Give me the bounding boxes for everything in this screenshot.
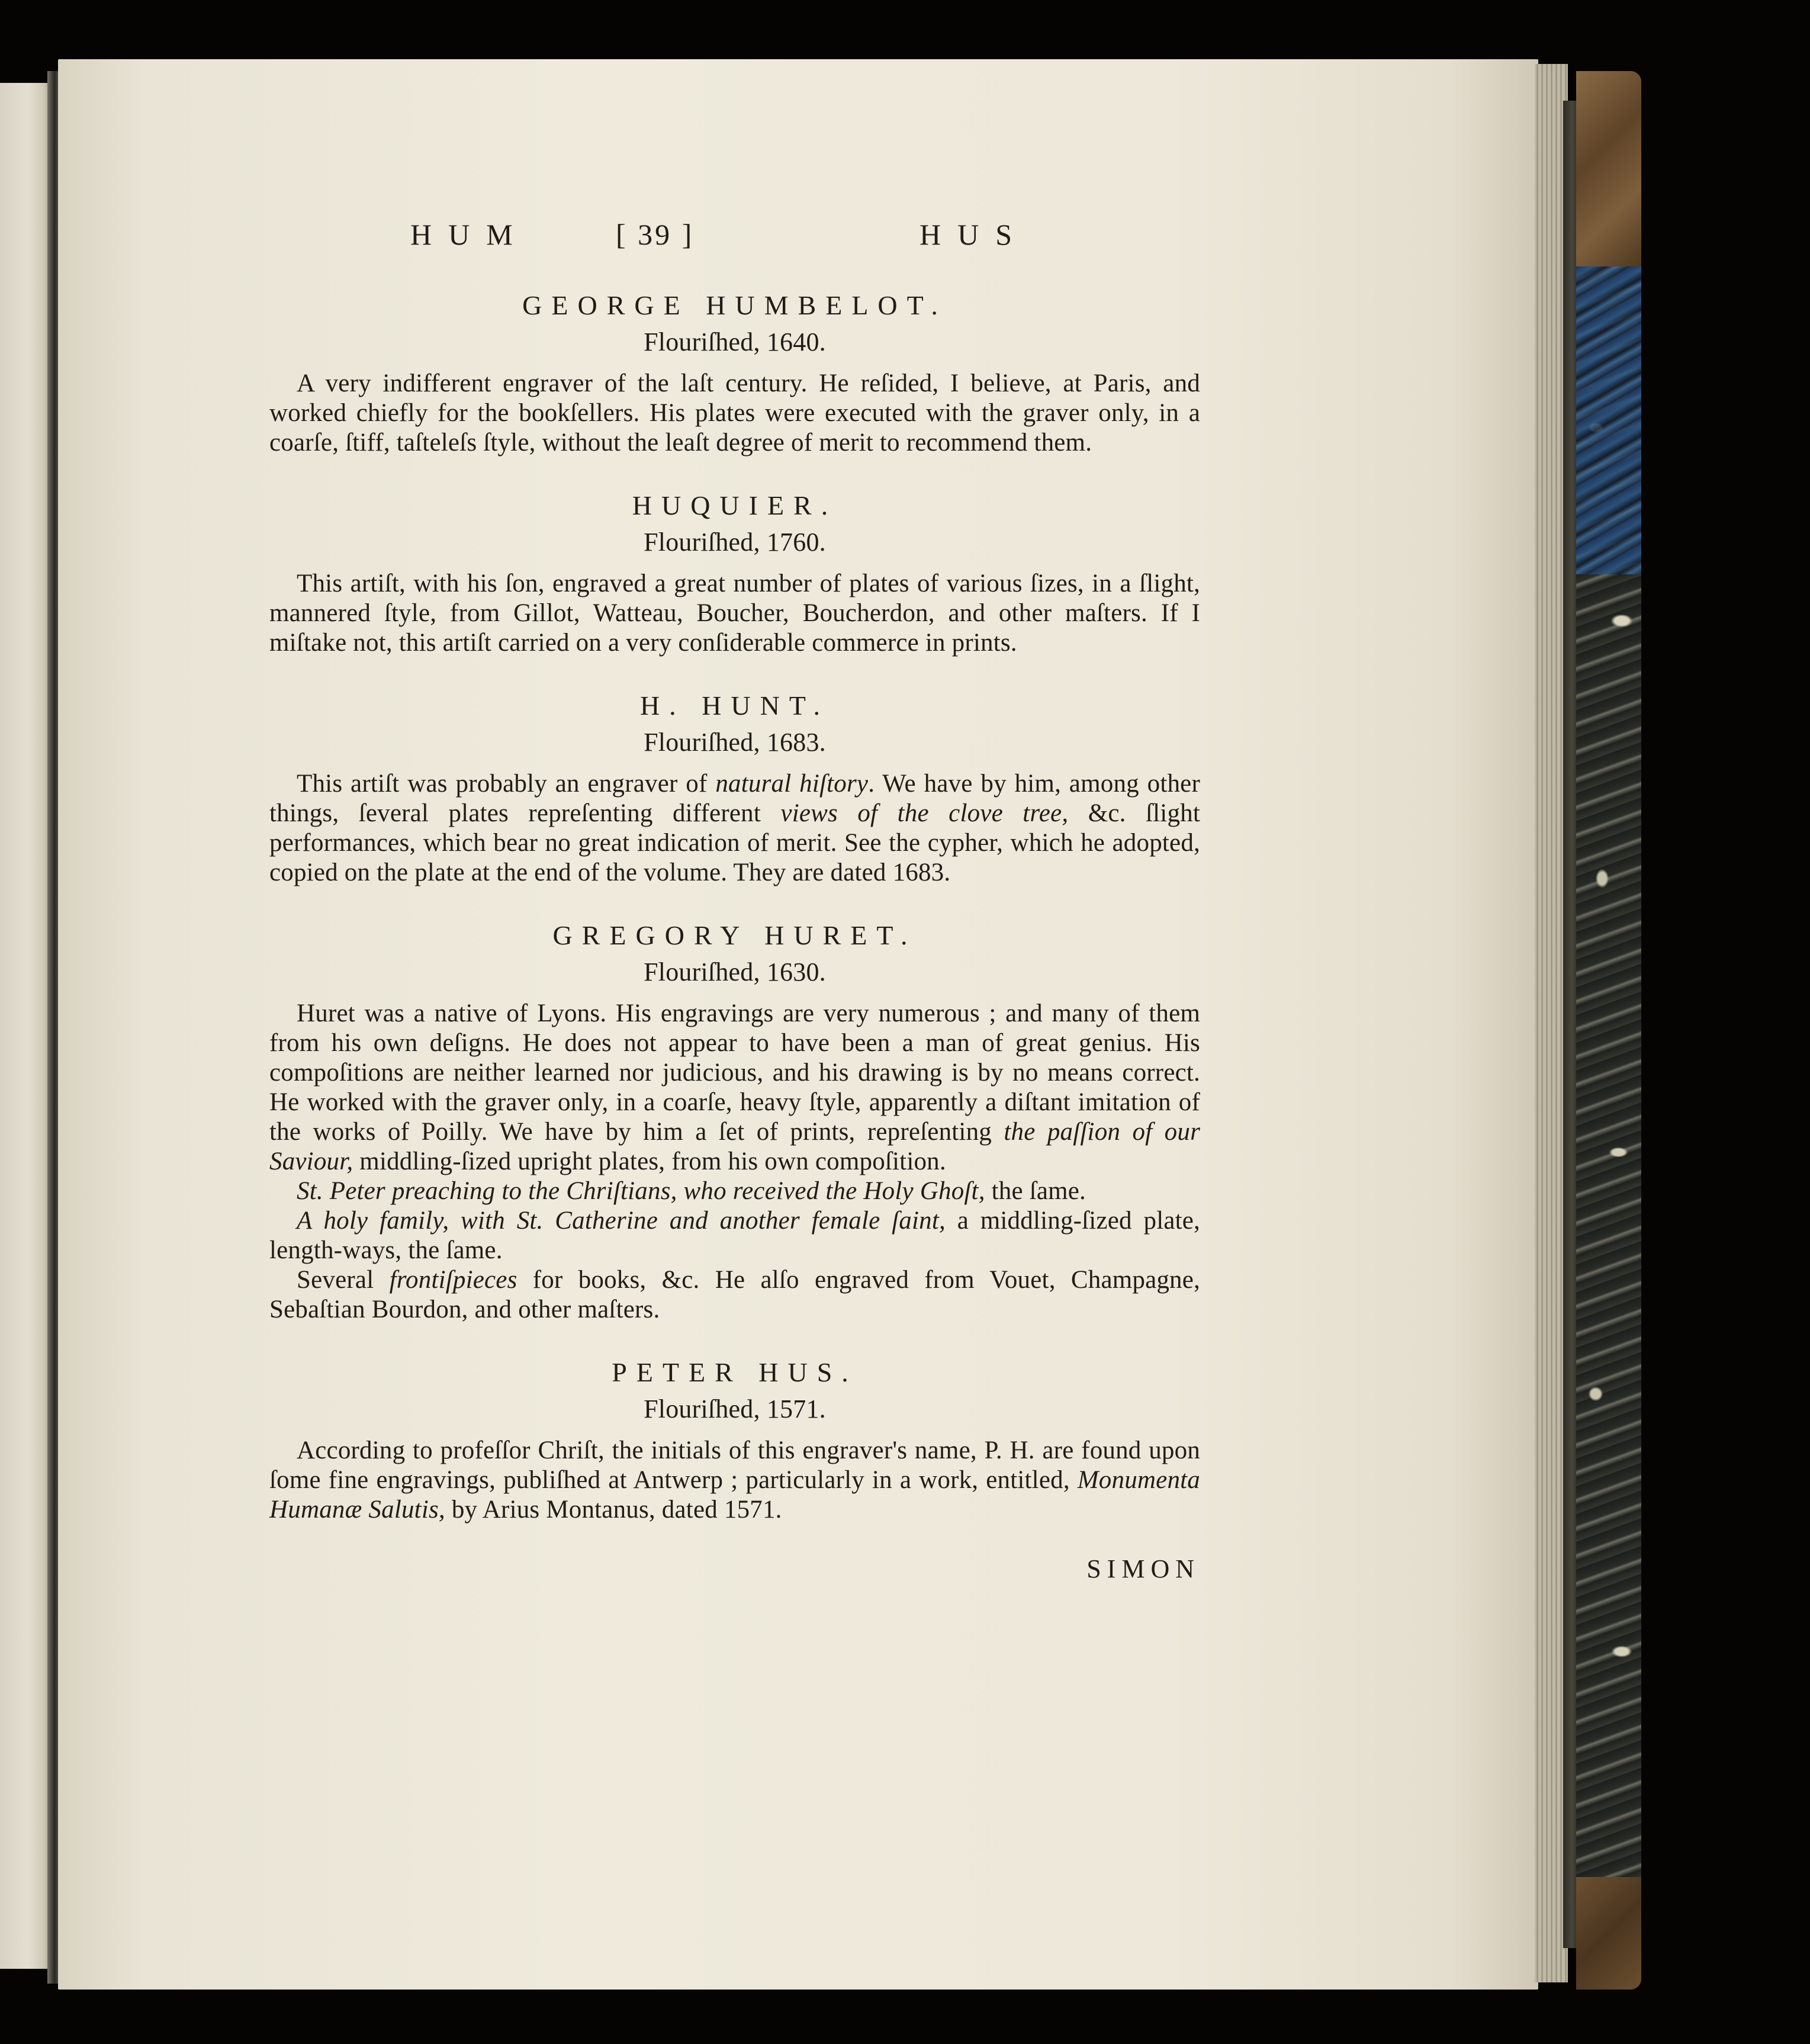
italic-text-run: views of the clove tree,: [780, 799, 1069, 827]
italic-text-run: St. Peter preaching to the Chriſtians, who received the Holy Ghoſt,: [297, 1177, 985, 1205]
italic-text-run: the paſſion of our Saviour,: [269, 1118, 1201, 1175]
text-run: a middling-ſized plate, length-ways, the ſame.: [269, 1207, 1201, 1264]
entry-flourished-date: Flouriſhed, 1571.: [644, 1394, 826, 1423]
text-run: According to profeſſor Chriſt, the initials of this engraver's name, P. H. are found upon ſome fine engravings, publiſhed at Antwerp ; particularly in a work, entitled,: [269, 1436, 1200, 1494]
entry-heading: HUQUIER.: [632, 490, 838, 520]
cover-leather-corner-bottom: [1576, 1877, 1641, 1990]
entry-flourished-date: Flouriſhed, 1640.: [644, 327, 826, 356]
text-run: . We have by him, among other things, ſeveral plates repreſenting different: [269, 770, 1200, 827]
entries: [269, 287, 1200, 1525]
entry-paragraph: [269, 369, 1200, 458]
entry-heading: GEORGE HUMBELOT.: [522, 290, 947, 320]
cover-marble-blue-patch: [1576, 266, 1641, 574]
running-head: [269, 216, 1200, 258]
entry-paragraph: [269, 1436, 1200, 1525]
engraver-entry: [269, 287, 1200, 458]
engraver-entry: [269, 687, 1200, 888]
entry-paragraph: [269, 1206, 1200, 1265]
italic-text-run: Monumenta Humanæ Salutis,: [269, 1466, 1200, 1524]
entry-flourished-date: Flouriſhed, 1630.: [644, 957, 826, 986]
text-run: This artiſt was probably an engraver of: [297, 770, 716, 798]
running-head-right: HUS: [920, 218, 1029, 251]
page-number: [ 39 ]: [616, 218, 695, 251]
entry-paragraph: [269, 769, 1200, 888]
engraver-entry: [269, 487, 1200, 658]
text-run: Several: [297, 1266, 390, 1294]
entry-heading: H. HUNT.: [639, 690, 830, 721]
entry-paragraph: [269, 999, 1200, 1177]
text-run: &c. ſlight performances, which bear no great indication of merit. See the cypher, which he adopted, copied on the plate at the end of the volume. They are dated 1683.: [269, 799, 1200, 886]
entry-heading: GREGORY HURET.: [552, 920, 917, 950]
page-text: [269, 216, 1200, 1584]
facing-page-edge: [0, 83, 51, 1969]
entry-flourished-date: Flouriſhed, 1760.: [644, 528, 826, 557]
entry-paragraph: [269, 1177, 1200, 1206]
text-run: Huret was a native of Lyons. His engravings are very numerous ; and many of them from his own deſigns. He does not appear to have been a man of great genius. His compoſitions are neither learned nor judicious, and his drawing is by no means correct. He worked with the graver only, in a coarſe, heavy ſtyle, apparently a diſtant imitation of the works of Poilly. We have by him a ſet of prints, repreſenting: [269, 999, 1200, 1146]
text-run: This artiſt, with his ſon, engraved a great number of plates of various ſizes, in a ſlight, mannered ſtyle, from Gillot, Watteau, Boucher, Boucherdon, and other maſters. If I miſtake not, this artiſt carried on a very conſiderable commerce in prints.: [269, 570, 1200, 657]
entry-heading: PETER HUS.: [612, 1357, 858, 1387]
running-head-left: HUM: [410, 218, 529, 251]
italic-text-run: frontiſpieces: [389, 1266, 517, 1294]
text-run: by Arius Montanus, dated 1571.: [445, 1496, 782, 1524]
italic-text-run: A holy family, with St. Catherine and another female ſaint,: [297, 1207, 946, 1235]
entry-paragraph: [269, 1265, 1200, 1325]
catchword: SIMON: [1086, 1554, 1200, 1583]
italic-text-run: natural hiſtory: [715, 770, 869, 798]
text-run: A very indifferent engraver of the laſt century. He reſided, I believe, at Paris, and worked chiefly for the bookſellers. His plates were executed with the graver only, in a coarſe, ſtiff, taſteleſs ſtyle, without the leaſt degree of merit to recommend them.: [269, 369, 1200, 457]
text-run: middling-ſized upright plates, from his own compoſition.: [353, 1148, 946, 1175]
text-run: the ſame.: [985, 1177, 1086, 1205]
entry-paragraph: [269, 569, 1200, 658]
text-run: for books, &c. He alſo engraved from Vouet, Champagne, Sebaſtian Bourdon, and other maſters.: [269, 1266, 1200, 1323]
book-cover: [1576, 71, 1641, 1990]
engraver-entry: [269, 1354, 1200, 1525]
cover-leather-corner: [1576, 71, 1641, 266]
engraver-entry: [269, 917, 1200, 1325]
entry-flourished-date: Flouriſhed, 1683.: [644, 728, 826, 757]
